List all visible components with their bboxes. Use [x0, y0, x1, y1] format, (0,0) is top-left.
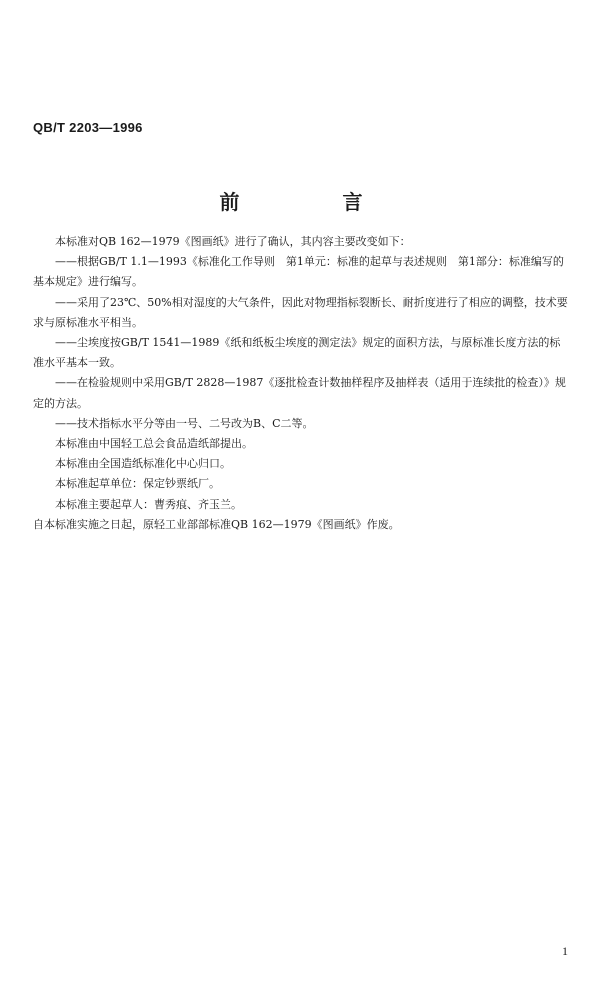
paragraph-supersedes: 自本标准实施之日起，原轻工业部部标准QB 162—1979《图画纸》作废。: [33, 517, 400, 531]
paragraph-drafting-rules: ——根据GB/T 1.1—1993《标准化工作导则 第1单元：标准的起草与表述规则 第1部分：标准编写的基本规定》进行编写。: [33, 255, 564, 289]
paragraph-proposed-by: 本标准由中国轻工总会食品造纸部提出。: [55, 437, 253, 451]
paragraph-confirmation: 本标准对QB 162—1979《图画纸》进行了确认，其内容主要改变如下：: [55, 235, 411, 248]
page-number: 1: [562, 944, 568, 958]
paragraph-drafting-unit: 本标准起草单位：保定钞票纸厂。: [55, 477, 220, 491]
paragraph-atmosphere-conditions: ——采用了23℃、50%相对湿度的大气条件，因此对物理指标裂断长、耐折度进行了相应的调整，技术要求与原标准水平相当。: [33, 295, 568, 329]
paragraph-drafters: 本标准主要起草人：曹秀痕、齐玉兰。: [55, 497, 242, 511]
paragraph-inspection-rules: ——在检验规则中采用GB/T 2828—1987《逐批检查计数抽样程序及抽样表（适用于连续批的检查）》规定的方法。: [33, 376, 566, 410]
paragraph-grading: ——技术指标水平分等由一号、二号改为B、C二等。: [55, 416, 314, 430]
foreword-body: [33, 232, 569, 535]
standard-code-header: QB/T 2203—1996: [33, 120, 143, 135]
page-title: 前 言: [219, 190, 411, 214]
paragraph-administered-by: 本标准由全国造纸标准化中心归口。: [55, 457, 231, 471]
paragraph-dirt-count: ——尘埃度按GB/T 1541—1989《纸和纸板尘埃度的测定法》规定的面积方法，与原标准长度方法的标准水平基本一致。: [33, 336, 561, 370]
